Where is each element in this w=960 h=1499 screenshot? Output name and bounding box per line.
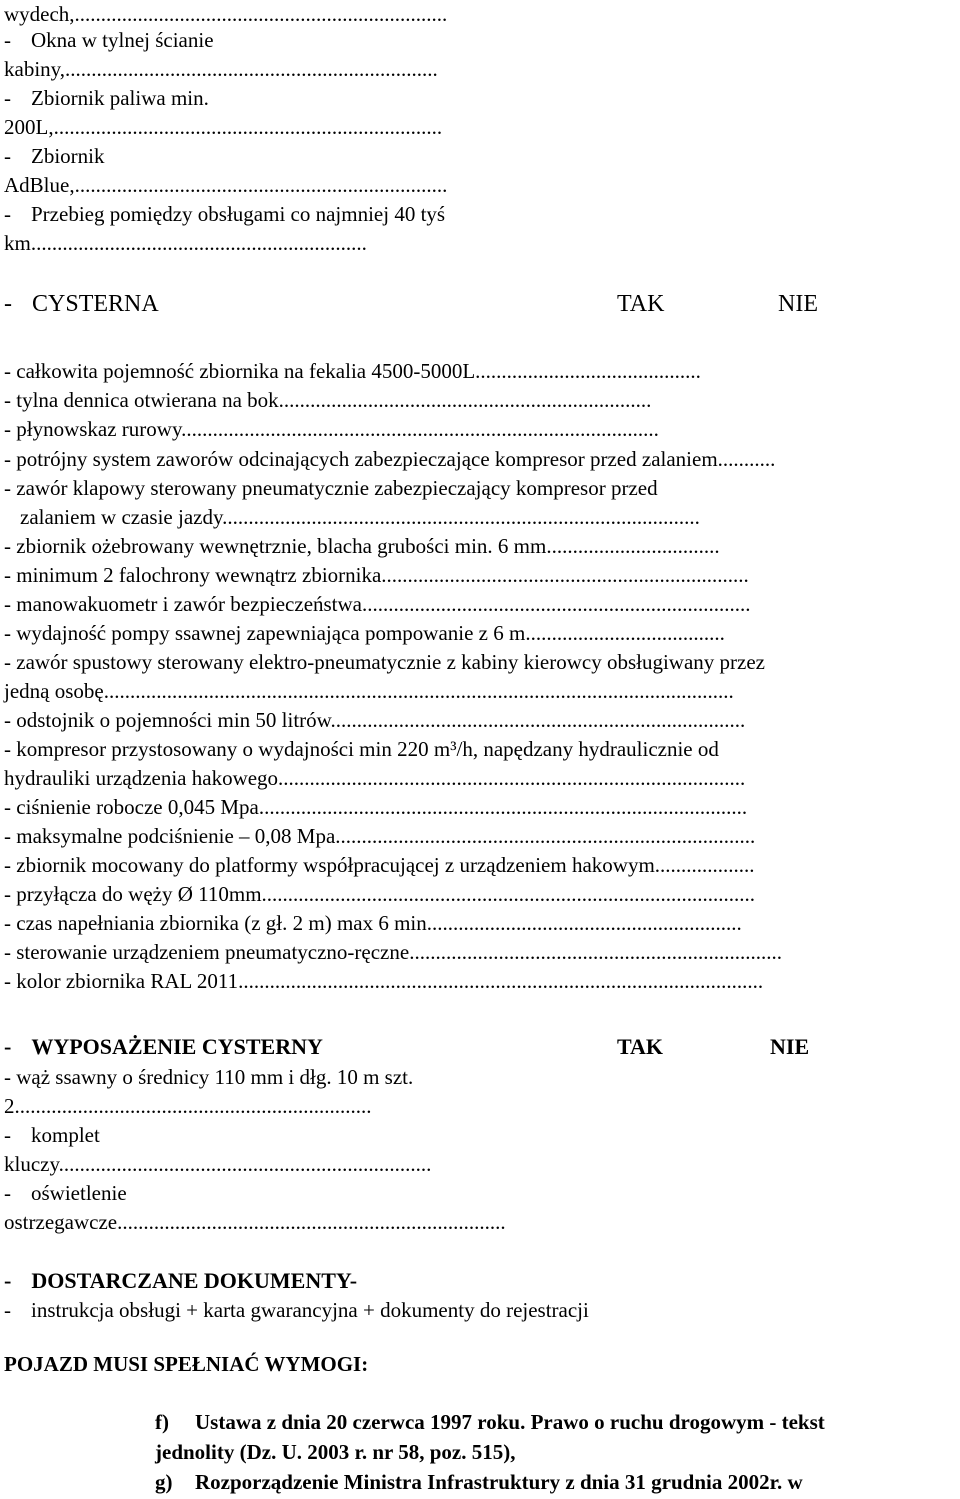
cysterna-title: CYSTERNA	[32, 291, 159, 317]
wyposazenie-item-label: komplet	[31, 1123, 100, 1147]
cabin-item-fuel-tank	[4, 84, 209, 113]
ref-tag: g)	[155, 1470, 173, 1494]
dash: -	[4, 1181, 11, 1205]
cabin-item-fuel-tank-cont: 200L,..........................................................................	[4, 115, 443, 139]
wyposazenie-item-label: oświetlenie	[31, 1181, 127, 1205]
cabin-item-rear-windows-cont: kabiny,.......................................................................	[4, 57, 438, 81]
wyposazenie-nie-header: NIE	[770, 1034, 810, 1059]
dash: -	[4, 1034, 12, 1059]
wymogi-ref-f-cont: jednolity (Dz. U. 2003 r. nr 58, poz. 515),	[155, 1440, 516, 1464]
cysterna-item: - kolor zbiornika RAL 2011....................................................................................................	[4, 969, 764, 993]
dash: -	[4, 202, 11, 226]
cabin-item-label: Zbiornik	[31, 144, 105, 168]
dash: -	[4, 144, 11, 168]
dokumenty-item	[4, 1296, 589, 1325]
wyposazenie-title: WYPOSAŻENIE CYSTERNY	[31, 1034, 323, 1059]
cabin-item-rear-windows	[4, 26, 214, 55]
cysterna-item-cont: jedną osobę........................................................................................................................	[4, 679, 734, 703]
wyposazenie-item-cont: kluczy.......................................................................	[4, 1152, 432, 1176]
cysterna-item: - wydajność pompy ssawnej zapewniająca pompowanie z 6 m......................................	[4, 621, 725, 645]
cysterna-item-cont: hydrauliki urządzenia hakowego.........................................................................................	[4, 766, 746, 790]
wyposazenie-item-cont: ostrzegawcze..........................................................................	[4, 1210, 506, 1234]
cysterna-item: - minimum 2 falochrony wewnątrz zbiornika......................................................................	[4, 563, 749, 587]
cysterna-heading	[4, 290, 159, 319]
wyposazenie-item: - wąż ssawny o średnicy 110 mm i dłg. 10 m szt.	[4, 1065, 414, 1089]
cysterna-item: - sterowanie urządzeniem pneumatyczno-ręczne.......................................................................	[4, 940, 782, 964]
cysterna-item: - manowakuometr i zawór bezpieczeństwa..........................................................................	[4, 592, 751, 616]
dash: -	[4, 291, 12, 317]
cysterna-item: - płynowskaz rurowy...........................................................................................	[4, 417, 659, 441]
cysterna-item: - tylna dennica otwierana na bok.......................................................................	[4, 388, 652, 412]
wyposazenie-item	[4, 1121, 100, 1150]
cysterna-item: - maksymalne podciśnienie – 0,08 Mpa................................................................................	[4, 824, 756, 848]
dash: -	[4, 1123, 11, 1147]
cabin-item-label: Przebieg pomiędzy obsługami co najmniej 40 tyś	[31, 202, 446, 226]
dash: -	[4, 28, 11, 52]
dokumenty-heading	[4, 1266, 357, 1295]
wymogi-ref-g	[155, 1468, 803, 1497]
cabin-item-service-interval-cont: km................................................................	[4, 231, 367, 255]
cabin-item-exhaust: wydech,.......................................................................	[4, 2, 448, 26]
cysterna-item: - kompresor przystosowany o wydajności min 220 m³/h, napędzany hydraulicznie od	[4, 737, 719, 761]
wymogi-ref-f	[155, 1408, 825, 1437]
wyposazenie-item	[4, 1179, 127, 1208]
dash: -	[4, 1268, 12, 1293]
ref-text: Ustawa z dnia 20 czerwca 1997 roku. Prawo o ruchu drogowym - tekst	[195, 1410, 825, 1434]
ref-text: Rozporządzenie Ministra Infrastruktury z dnia 31 grudnia 2002r. w	[195, 1470, 803, 1494]
cysterna-item: - potrójny system zaworów odcinających zabezpieczające kompresor przed zalaniem...........	[4, 447, 776, 471]
wyposazenie-tak-header: TAK	[617, 1034, 664, 1059]
cysterna-item-cont: zalaniem w czasie jazdy...........................................................................................	[20, 505, 700, 529]
cysterna-item: - całkowita pojemność zbiornika na fekalia 4500-5000L...........................................	[4, 359, 701, 383]
dash: -	[4, 86, 11, 110]
dokumenty-title: DOSTARCZANE DOKUMENTY-	[31, 1268, 358, 1293]
cysterna-item: - odstojnik o pojemności min 50 litrów...............................................................................	[4, 708, 746, 732]
cysterna-tak-header: TAK	[617, 291, 665, 317]
wyposazenie-item-cont: 2....................................................................	[4, 1094, 372, 1118]
cabin-item-label: Okna w tylnej ścianie	[31, 28, 214, 52]
cabin-item-adblue-cont: AdBlue,.......................................................................	[4, 173, 448, 197]
cabin-item-service-interval	[4, 200, 445, 229]
cysterna-item: - czas napełniania zbiornika (z gł. 2 m) max 6 min............................................................	[4, 911, 742, 935]
ref-tag: f)	[155, 1410, 169, 1434]
cabin-item-adblue	[4, 142, 105, 171]
wyposazenie-heading	[4, 1032, 323, 1061]
cabin-item-label: Zbiornik paliwa min.	[31, 86, 209, 110]
wymogi-heading: POJAZD MUSI SPEŁNIAĆ WYMOGI:	[4, 1352, 369, 1376]
cysterna-nie-header: NIE	[778, 291, 818, 317]
dash: -	[4, 1298, 11, 1322]
cysterna-item: - zbiornik mocowany do platformy współpracującej z urządzeniem hakowym...................	[4, 853, 755, 877]
cysterna-item: - zawór klapowy sterowany pneumatycznie zabezpieczający kompresor przed	[4, 476, 658, 500]
cysterna-item: - zawór spustowy sterowany elektro-pneumatycznie z kabiny kierowcy obsługiwany przez	[4, 650, 765, 674]
cysterna-item: - przyłącza do węży Ø 110mm..............................................................................................	[4, 882, 756, 906]
cysterna-item: - zbiornik ożebrowany wewnętrznie, blacha grubości min. 6 mm.................................	[4, 534, 720, 558]
cysterna-item: - ciśnienie robocze 0,045 Mpa.............................................................................................	[4, 795, 748, 819]
dokumenty-item-label: instrukcja obsługi + karta gwarancyjna + dokumenty do rejestracji	[31, 1298, 589, 1322]
